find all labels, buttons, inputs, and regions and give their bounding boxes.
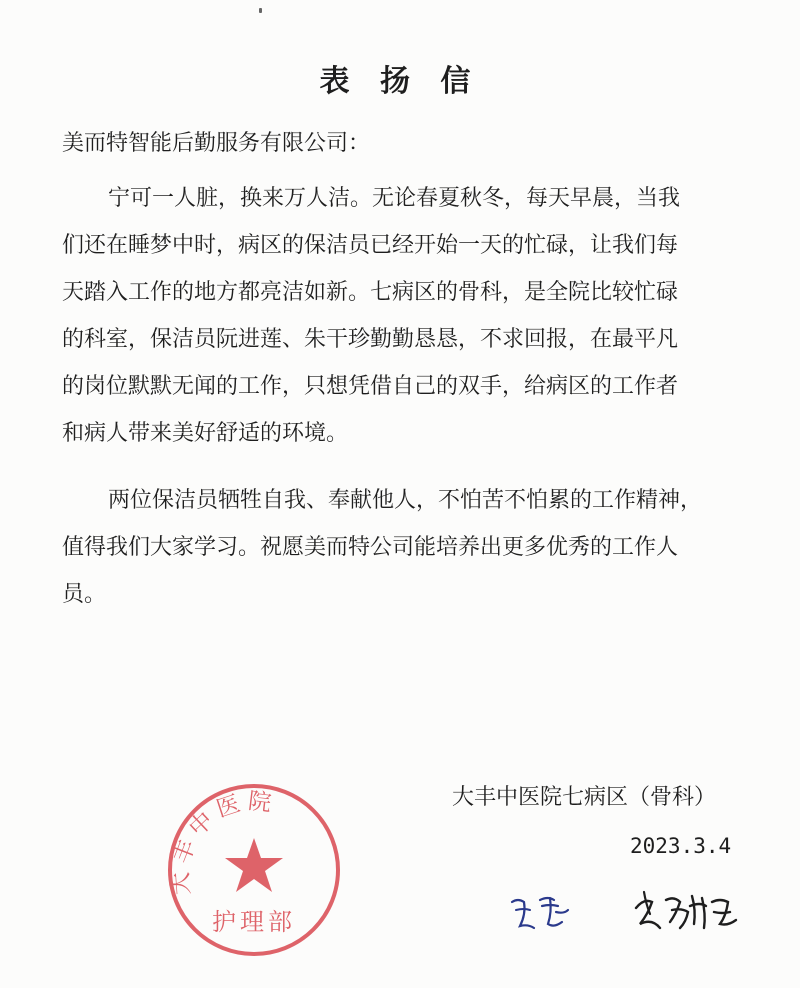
paragraph-line: 们还在睡梦中时，病区的保洁员已经开始一天的忙碌，让我们每 <box>62 233 679 258</box>
handwritten-signature <box>506 888 572 938</box>
paragraph-1 <box>62 175 752 457</box>
salutation: 美而特智能后勤服务有限公司： <box>62 131 371 156</box>
paragraph-line: 天踏入工作的地方都亮洁如新。七病区的骨科，是全院比较忙碌 <box>62 280 679 305</box>
paragraph-line: 的岗位默默无闻的工作，只想凭借自己的双手，给病区的工作者 <box>62 374 679 399</box>
svg-text:大丰中医院: 大丰中医院 <box>167 788 279 896</box>
paragraph-line: 两位保洁员牺牲自我、奉献他人，不怕苦不怕累的工作精神， <box>108 488 703 513</box>
paragraph-line: 员。 <box>62 582 107 607</box>
paragraph-line: 值得我们大家学习。祝愿美而特公司能培养出更多优秀的工作人 <box>62 535 679 560</box>
signature-organization: 大丰中医院七病区（骨科） <box>452 785 717 810</box>
letter-title: 表 扬 信 <box>319 64 481 99</box>
signature-date: 2023.3.4 <box>630 834 732 858</box>
paragraph-2 <box>62 477 752 618</box>
paragraph-line: 和病人带来美好舒适的环境。 <box>62 421 349 446</box>
handwritten-signature <box>630 884 742 940</box>
paragraph-line: 的科室，保洁员阮进莲、朱干珍勤勤恳恳，不求回报，在最平凡 <box>62 327 679 352</box>
paper-speck <box>259 8 262 13</box>
official-seal <box>164 780 344 960</box>
paragraph-line: 宁可一人脏，换来万人洁。无论春夏秋冬，每天早晨，当我 <box>108 186 681 211</box>
svg-text:护理部: 护理部 <box>212 908 296 936</box>
